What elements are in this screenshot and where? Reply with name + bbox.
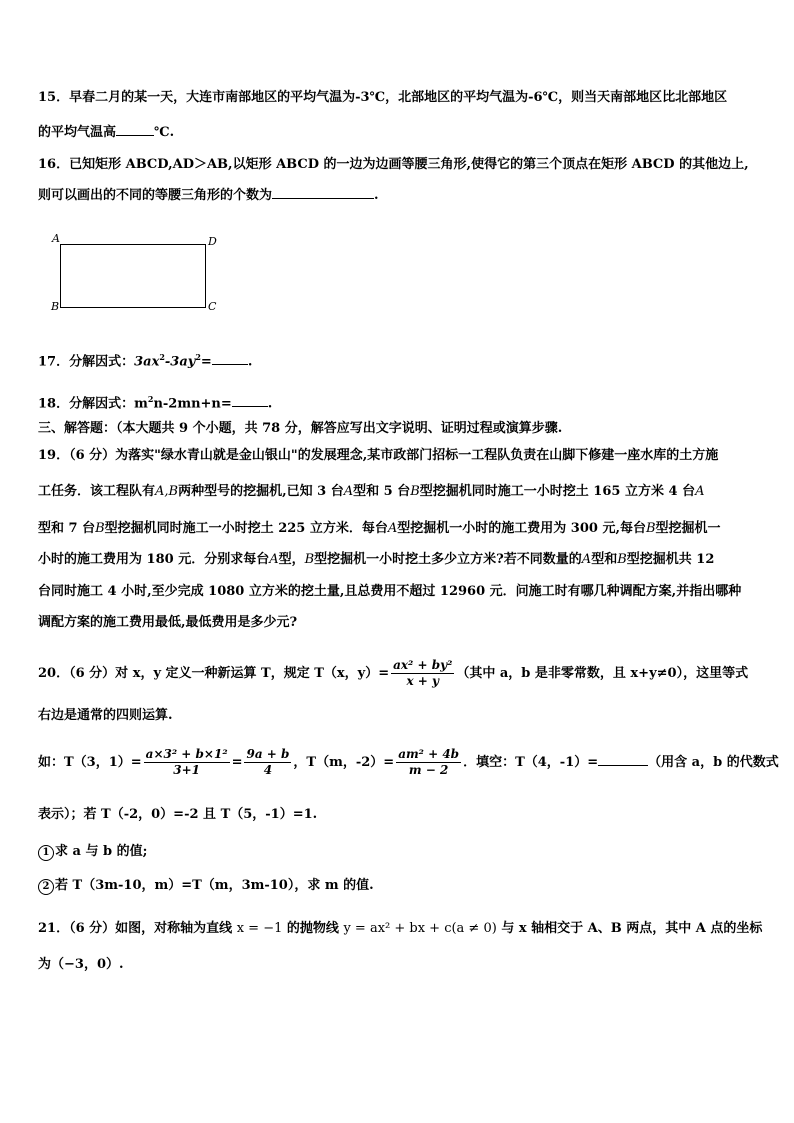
q19-l4-t3: 型挖掘机一小时挖土多少立方米?若不同数量的 (314, 552, 582, 567)
q19-l3-b2: B (645, 521, 656, 536)
q16-text: 则可以画出的不同的等腰三角形的个数为 (38, 188, 273, 203)
q19-l2-b: B (410, 484, 420, 499)
q20-line1 (38, 654, 748, 694)
q21-line1 (38, 919, 762, 939)
q21-l1-t3: 与 x 轴相交于 A、B 两点，其中 A 点的坐标 (501, 921, 763, 936)
q19-l4-t5: 型挖掘机共 12 (626, 552, 715, 567)
q17-exp2: 2 (195, 352, 201, 362)
q20-ex-den2: 4 (263, 763, 273, 777)
q17-answer-blank (212, 352, 248, 365)
q19-line5: 台同时施工 4 小时,至少完成 1080 立方米的挖土量,且总费用不超过 12960 元．问施工时有哪几种调配方案,并指出哪种 (38, 584, 742, 599)
vertex-a-label: A (52, 232, 60, 245)
q17-exp1: 2 (159, 352, 165, 362)
q15-answer-blank (116, 123, 154, 136)
q18-line (38, 389, 272, 414)
q19-l2-t1: 工任务．该工程队有 (38, 484, 156, 499)
q19-l3-t1: 型和 7 台 (38, 521, 96, 536)
q20-ex-t3: ．填空：T（4，-1）= (463, 755, 599, 770)
q21-l1-t2: 的抛物线 (286, 921, 339, 936)
q19-l3-a: A (387, 521, 398, 536)
q16-answer-blank (272, 186, 374, 199)
q20-ex-num1: a×3² + b×1² (145, 747, 228, 761)
q19-line4 (38, 550, 714, 570)
q19-l3-t4: 型挖掘机一 (655, 521, 721, 536)
circled-number-2: 2 (38, 879, 54, 895)
q15-unit: ℃. (154, 125, 175, 140)
q17-term2: -3ay (164, 354, 196, 370)
q19-l3-t2: 型挖掘机同时施工一小时挖土 225 立方米．每台 (104, 521, 388, 536)
rectangle-abcd (60, 244, 206, 308)
q18-end: . (267, 396, 273, 412)
q18-term1: m (134, 396, 148, 412)
q20-part1-text: 求 a 与 b 的值; (55, 844, 148, 859)
vertex-b-label: B (51, 300, 60, 313)
q19-line1: 19．（6 分）为落实"绿水青山就是金山银山"的发展理念,某市政部门招标一工程队负责在山脚下修建一座水库的土方施 (38, 448, 719, 463)
q16-line2 (38, 186, 379, 206)
q19-line3 (38, 519, 721, 539)
q17-end: . (247, 354, 253, 370)
q19-l2-a2: A (695, 484, 705, 499)
q17-term1: 3ax (134, 354, 160, 370)
q19-line6: 调配方案的施工费用最低,最低费用是多少元? (38, 615, 298, 630)
q19-l2-t2: 两种型号的挖掘机,已知 3 台 (178, 484, 344, 499)
q19-l4-a: A (269, 552, 279, 567)
q19-l2-t3: 型和 5 台 (353, 484, 411, 499)
rectangle-figure (48, 232, 228, 314)
q17-equals: = (200, 354, 212, 370)
q20-part1 (38, 842, 147, 862)
q18-prefix: 18．分解因式： (38, 396, 135, 412)
q19-l2-a: A (343, 484, 354, 499)
q19-l2-t5: 4 台 (668, 484, 696, 499)
q19-l4-a2: A (581, 552, 592, 567)
q20-def-denominator: x + y (406, 674, 439, 688)
q21-line2: 为（−3，0）. (38, 957, 124, 972)
q21-l1-t1: 21．（6 分）如图，对称轴为直线 (38, 921, 233, 936)
vertex-c-label: C (208, 300, 217, 313)
circled-number-1: 1 (38, 845, 54, 861)
q20-ex-t4: （用含 a，b 的代数式 (648, 755, 779, 770)
q19-l4-b2: B (617, 552, 627, 567)
q20-line4: 表示）；若 T（-2，0）=-2 且 T（5，-1）=1. (38, 807, 318, 822)
q20-ex-num3: am² + 4b (398, 747, 460, 761)
q20-ex-num2: 9a + b (246, 747, 290, 761)
q21-parabola-math: y = ax² + bx + c(a ≠ 0) (343, 921, 497, 936)
q20-example-fraction2 (244, 747, 291, 778)
vertex-d-label: D (208, 235, 217, 248)
q20-ex-eq: = (231, 755, 243, 770)
q20-example-fraction3 (396, 747, 461, 778)
q16-line1: 16．已知矩形 ABCD,AD＞AB,以矩形 ABCD 的一边为边画等腰三角形,使得它的第三个顶点在矩形 ABCD 的其他边上, (38, 157, 749, 172)
q20-ex-den1: 3+1 (173, 763, 200, 777)
q15-text: 的平均气温高 (38, 125, 117, 140)
section3-heading: 三、解答题：（本大题共 9 个小题，共 78 分，解答应写出文字说明、证明过程或演算步骤. (38, 421, 563, 436)
q20-l1-t2: （其中 a，b 是非零常数，且 x+y≠0），这里等式 (456, 666, 749, 681)
q20-example-line (38, 743, 779, 783)
q20-ex-den3: m − 2 (408, 763, 449, 777)
q20-part2-text: 若 T（3m-10，m）=T（m，3m-10），求 m 的值. (55, 878, 374, 893)
q20-part2 (38, 876, 374, 896)
q19-l3-b: B (95, 521, 105, 536)
q19-l2-ab: A,B (155, 484, 179, 499)
q19-l4-b: B (304, 552, 315, 567)
q17-line (38, 347, 252, 372)
q19-l4-t4: 型和 (591, 552, 618, 567)
q15-line1: 15．早春二月的某一天，大连市南部地区的平均气温为-3℃，北部地区的平均气温为-6℃，则当天南部地区比北部地区 (38, 90, 728, 105)
q19-l3-t3: 型挖掘机一小时的施工费用为 300 元,每台 (397, 521, 646, 536)
q20-definition-fraction (391, 658, 454, 689)
q20-ex-t2: ，T（m，-2）= (293, 755, 395, 770)
q20-ex-t1: 如：T（3，1）= (38, 755, 142, 770)
q20-answer-blank (598, 753, 648, 766)
q19-line2 (38, 482, 704, 502)
q21-axis-math: x = −1 (236, 921, 283, 936)
q20-line2: 右边是通常的四则运算. (38, 708, 173, 723)
q19-l2-t4: 型挖掘机同时施工一小时挖土 165 立方米 (419, 484, 664, 499)
q18-exp1: 2 (147, 394, 154, 404)
q17-prefix: 17．分解因式： (38, 354, 135, 370)
q20-def-numerator: ax² + by² (393, 658, 453, 672)
q20-example-fraction1 (144, 747, 230, 778)
q19-l4-t1: 小时的施工费用为 180 元．分别求每台 (38, 552, 270, 567)
q16-end: . (374, 188, 379, 203)
q18-answer-blank (232, 394, 268, 407)
q18-term2: n-2mn+n= (153, 396, 232, 412)
q19-l4-t2: 型， (278, 552, 305, 567)
q15-line2 (38, 123, 174, 143)
q20-l1-t1: 20．（6 分）对 x，y 定义一种新运算 T，规定 T（x，y）= (38, 666, 390, 681)
